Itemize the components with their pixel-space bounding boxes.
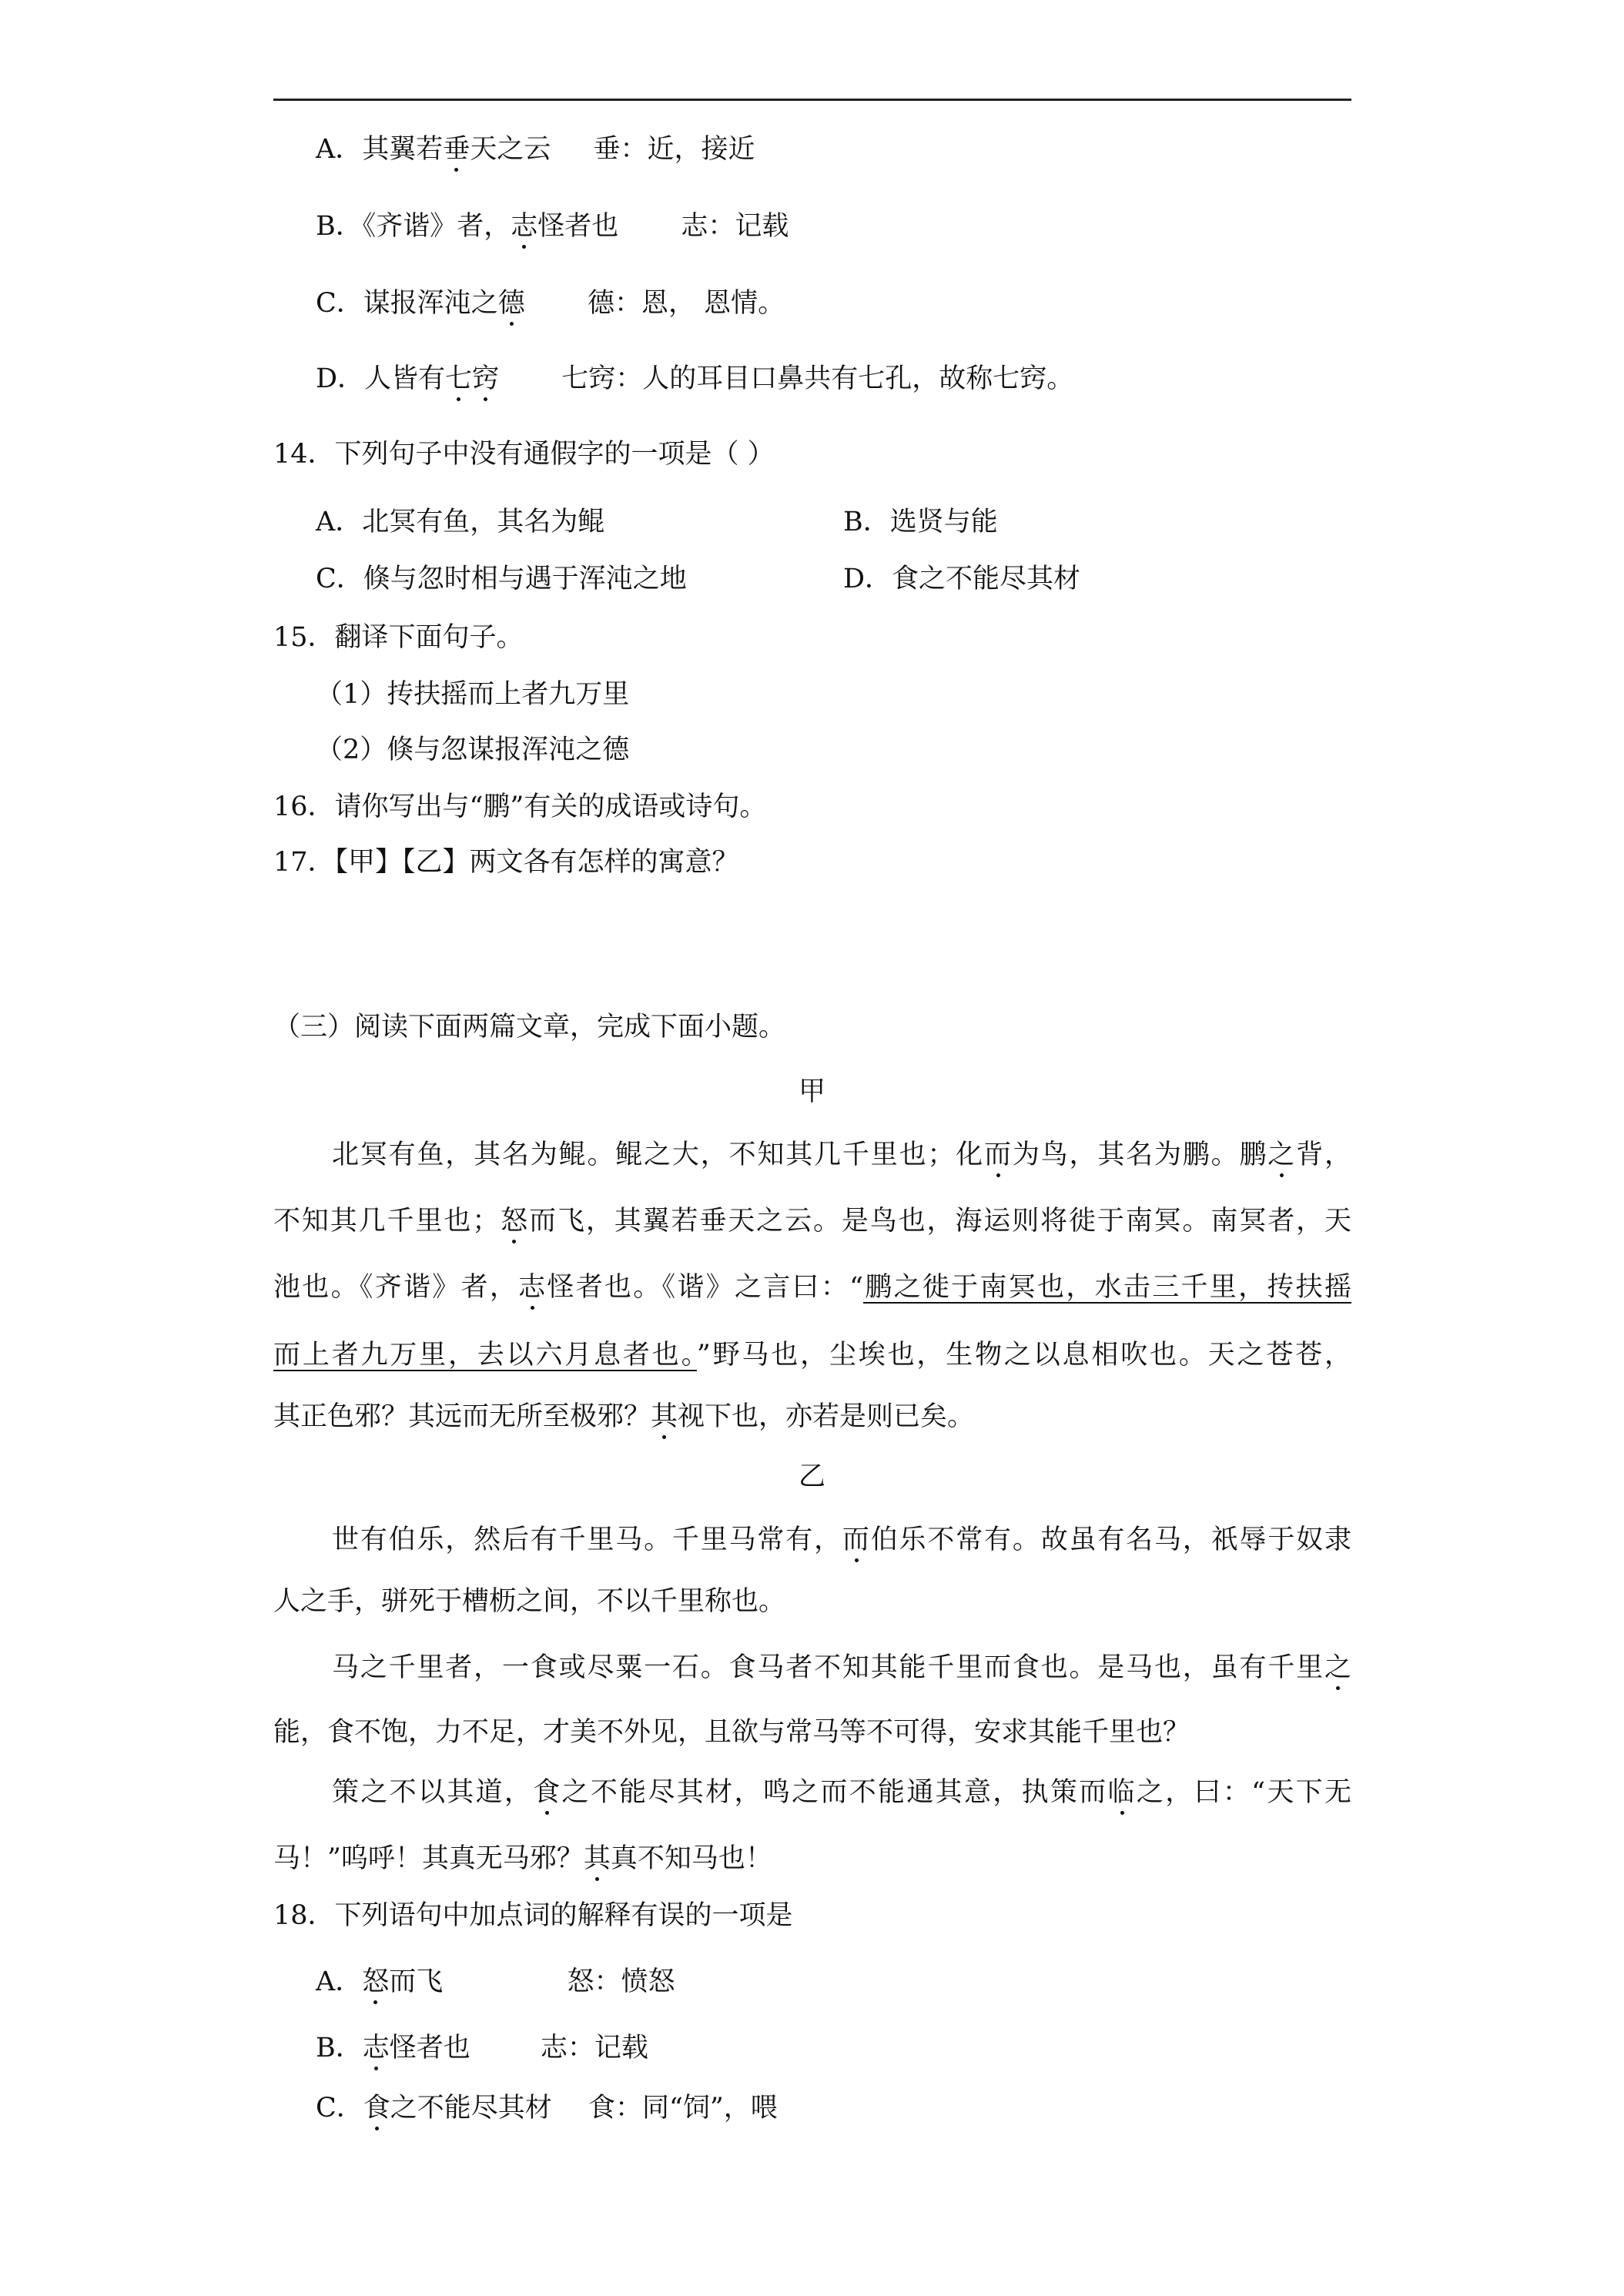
option-text: 其翼若 <box>362 134 444 165</box>
passage-text: 之，曰：“天下无 <box>1136 1777 1351 1808</box>
dotted-char: 临 <box>1107 1777 1137 1808</box>
option-text: 而飞 <box>389 1966 444 1997</box>
option-label: A． <box>316 1966 363 1997</box>
q14-option-d: D．食之不能尽其材 <box>843 564 1081 594</box>
passage-yi-p1-line-2: 人之手，骈死于槽枥之间，不以千里称也。 <box>273 1586 786 1617</box>
option-label: A． <box>316 134 363 165</box>
q13-option-a <box>316 132 755 166</box>
q14-option-b: B．选贤与能 <box>843 507 998 537</box>
dotted-char: 其 <box>651 1401 678 1432</box>
dotted-char: 之 <box>1324 1652 1351 1683</box>
passage-jia-line-2 <box>273 1204 1351 1238</box>
dotted-char: 其 <box>583 1843 611 1874</box>
passage-text: 真不知马也！ <box>610 1843 772 1874</box>
passage-yi-p3-line-2 <box>273 1842 772 1876</box>
passage-yi-p2-line-1 <box>273 1651 1351 1685</box>
option-gloss: 垂：近，接近 <box>593 134 755 165</box>
q14-stem: 14．下列句子中没有通假字的一项是（ ） <box>273 439 775 470</box>
q18-stem: 18．下列语句中加点词的解释有误的一项是 <box>273 1900 793 1931</box>
option-gloss: 志：记载 <box>540 2033 648 2063</box>
q14-option-a: A．北冥有鱼，其名为鲲 <box>316 507 605 537</box>
section-3-intro: （三）阅读下面两篇文章，完成下面小题。 <box>273 1012 786 1043</box>
passage-jia-line-4 <box>273 1338 1351 1372</box>
option-label: C． <box>316 2093 363 2124</box>
dotted-char: 垂 <box>443 134 470 165</box>
underlined-sentence: 鹏之徙于南冥也，水击三千里，抟扶摇 <box>863 1272 1351 1303</box>
passage-text: 马！”呜呼！其真无马邪？ <box>273 1843 584 1874</box>
q14-option-c: C．倏与忽时相与遇于浑沌之地 <box>316 564 687 594</box>
option-text: 人皆有 <box>364 363 446 394</box>
passage-text: 策之不以其道， <box>332 1777 534 1808</box>
passage-yi-p3-line-1 <box>273 1776 1351 1809</box>
passage-jia-title: 甲 <box>798 1076 825 1107</box>
q15-sentence-1: （1）抟扶摇而上者九万里 <box>316 679 630 710</box>
passage-text: 而飞，其翼若垂天之云。是鸟也，海运则将徙于南冥。南冥者，天 <box>529 1206 1351 1237</box>
passage-yi-p2-line-2: 能，食不饱，力不足，才美不外见，且欲与常马等不可得，安求其能千里也？ <box>273 1717 1190 1748</box>
option-label: B． <box>316 211 363 242</box>
option-label: D． <box>316 363 365 394</box>
q18-option-c <box>316 2091 778 2125</box>
dotted-char: 志 <box>518 1272 547 1303</box>
option-gloss: 志：记载 <box>681 211 789 242</box>
passage-text: 视下也，亦若是则已矣。 <box>678 1401 975 1432</box>
passage-text: 为鸟，其名为鹏。鹏 <box>1012 1140 1268 1170</box>
passage-text: 池也。《齐谐》者， <box>273 1272 519 1303</box>
option-label: C． <box>316 288 363 319</box>
dotted-char: 德 <box>497 288 525 319</box>
header-rule <box>273 99 1351 101</box>
option-gloss: 德：恩， 恩情。 <box>587 288 785 319</box>
dotted-char: 七 <box>445 363 473 394</box>
passage-text: 其正色邪？其远而无所至极邪？ <box>273 1401 651 1432</box>
dotted-char: 怒 <box>499 1206 530 1237</box>
passage-text: 伯乐不常有。故虽有名马，祇辱于奴隶 <box>870 1525 1351 1555</box>
option-gloss: 食：同“饲”，喂 <box>588 2093 778 2124</box>
passage-text: 不知其几千里也； <box>273 1206 500 1237</box>
underlined-sentence: 而上者九万里，去以六月息者也。 <box>273 1340 697 1371</box>
passage-yi-title: 乙 <box>798 1461 825 1492</box>
dotted-char: 志 <box>362 2033 390 2063</box>
dotted-char: 之 <box>1267 1140 1297 1170</box>
option-text: 之不能尽其材 <box>390 2093 552 2124</box>
passage-text: 北冥有鱼，其名为鲲。鲲之大，不知其几千里也；化 <box>332 1140 985 1170</box>
dotted-char: 窍 <box>472 363 500 394</box>
dotted-char: 食 <box>363 2093 390 2124</box>
passage-text: ”野马也，尘埃也，生物之以息相吹也。天之苍苍， <box>696 1340 1351 1371</box>
passage-text: 马之千里者，一食或尽粟一石。食马者不知其能千里而食也。是马也，虽有千里 <box>332 1652 1324 1683</box>
passage-text: 世有伯乐，然后有千里马。千里马常有， <box>332 1525 842 1555</box>
passage-text: 背， <box>1296 1140 1351 1170</box>
option-text: 天之云 <box>470 134 551 165</box>
q18-option-b <box>316 2031 648 2065</box>
option-text: 怪者也 <box>537 211 619 242</box>
passage-text: 之不能尽其材，鸣之而不能通其意，执策而 <box>561 1777 1108 1808</box>
dotted-char: 志 <box>511 211 538 242</box>
dotted-char: 食 <box>533 1777 562 1808</box>
option-text: 怪者也 <box>389 2033 470 2063</box>
q13-option-b <box>316 209 789 243</box>
passage-jia-line-5 <box>273 1400 974 1434</box>
passage-yi-p1-line-1 <box>273 1523 1351 1557</box>
q15-stem: 15．翻译下面句子。 <box>273 622 524 653</box>
passage-jia-line-3 <box>273 1270 1351 1304</box>
option-label: B． <box>316 2033 363 2063</box>
option-gloss: 七窍：人的耳目口鼻共有七孔，故称七窍。 <box>561 363 1074 394</box>
dotted-char: 怒 <box>362 1966 390 1997</box>
q17-stem: 17．【甲】【乙】两文各有怎样的寓意？ <box>273 847 739 878</box>
q18-option-a <box>316 1965 675 1999</box>
q15-sentence-2: （2）倏与忽谋报浑沌之德 <box>316 735 630 765</box>
passage-jia-line-1 <box>273 1138 1351 1172</box>
q13-option-d <box>316 362 1073 396</box>
dotted-char: 而 <box>842 1525 871 1555</box>
passage-text: 怪者也。《谐》之言曰：“ <box>547 1272 864 1303</box>
q13-option-c <box>316 286 785 320</box>
option-gloss: 怒：愤怒 <box>567 1966 675 1997</box>
dotted-char: 而 <box>984 1140 1013 1170</box>
option-text: 谋报浑沌之 <box>363 288 498 319</box>
option-text: 《齐谐》者， <box>362 211 511 242</box>
q16-stem: 16．请你写出与“鹏”有关的成语或诗句。 <box>273 792 767 822</box>
